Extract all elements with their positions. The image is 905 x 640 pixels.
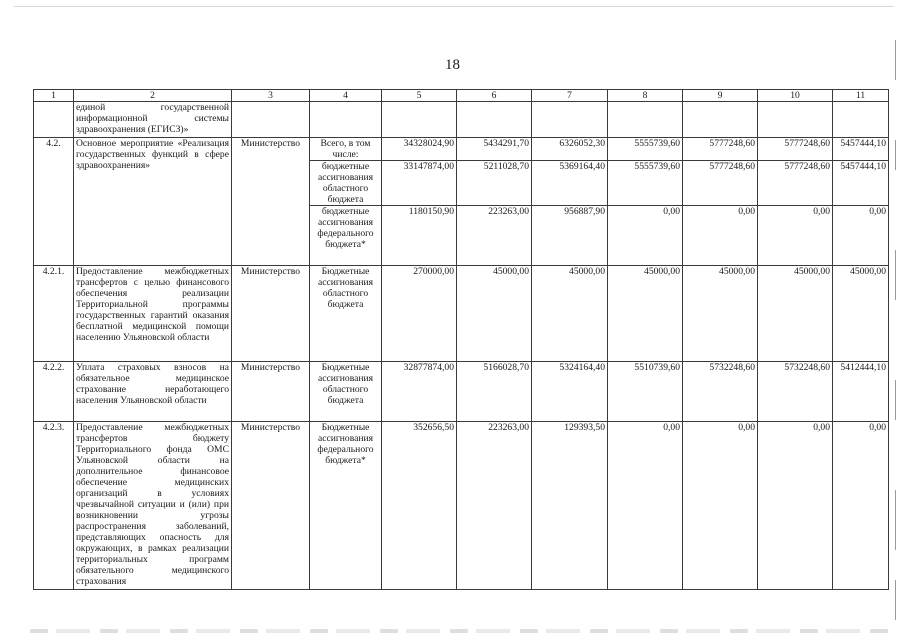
funding-source: Бюджетные ассигнования областного бюджета xyxy=(310,266,382,362)
amount-col-5: 32877874,00 xyxy=(382,362,457,422)
amount-col-7: 956887,90 xyxy=(532,206,608,266)
page-number: 18 xyxy=(445,57,460,73)
table-row xyxy=(34,138,889,161)
amount-col-5: 33147874,00 xyxy=(382,161,457,206)
amount-col-11: 0,00 xyxy=(833,206,889,266)
executor: Министерство xyxy=(232,266,310,362)
measure-name: Основное мероприятие «Реализация государственных функций в сфере здравоохранения» xyxy=(74,138,232,266)
amount-col-8: 5510739,60 xyxy=(608,362,683,422)
amount-col-5: 270000,00 xyxy=(382,266,457,362)
column-number-3: 3 xyxy=(232,90,310,102)
amount-col-11 xyxy=(833,102,889,138)
row-index: 4.2.3. xyxy=(34,422,74,590)
funding-source: бюджетные ассигнования федерального бюджета* xyxy=(310,206,382,266)
amount-col-5 xyxy=(382,102,457,138)
column-number-11: 11 xyxy=(833,90,889,102)
amount-col-6: 5166028,70 xyxy=(457,362,532,422)
amount-col-8: 5555739,60 xyxy=(608,161,683,206)
amount-col-7: 5324164,40 xyxy=(532,362,608,422)
table-row xyxy=(34,102,889,138)
column-number-row xyxy=(34,90,889,102)
amount-col-7 xyxy=(532,102,608,138)
amount-col-9: 45000,00 xyxy=(683,266,758,362)
amount-col-9: 5777248,60 xyxy=(683,161,758,206)
amount-col-5: 34328024,90 xyxy=(382,138,457,161)
scan-edge-line xyxy=(14,6,894,7)
amount-col-10: 0,00 xyxy=(758,422,833,590)
executor xyxy=(232,102,310,138)
amount-col-8: 45000,00 xyxy=(608,266,683,362)
amount-col-7: 45000,00 xyxy=(532,266,608,362)
amount-col-9: 0,00 xyxy=(683,206,758,266)
amount-col-7: 6326052,30 xyxy=(532,138,608,161)
row-index: 4.2. xyxy=(34,138,74,266)
amount-col-5: 352656,50 xyxy=(382,422,457,590)
amount-col-8: 0,00 xyxy=(608,206,683,266)
amount-col-10: 5777248,60 xyxy=(758,161,833,206)
amount-col-6: 223263,00 xyxy=(457,206,532,266)
amount-col-6: 5434291,70 xyxy=(457,138,532,161)
row-index: 4.2.2. xyxy=(34,362,74,422)
measure-name: Предоставление межбюджетных трансфертов с целью финансового обеспечения реализации Территориальной программы государственных гарантий оказания бесплатной медицинской помощи населению Ульяновской области xyxy=(74,266,232,362)
amount-col-7: 129393,50 xyxy=(532,422,608,590)
amount-col-10 xyxy=(758,102,833,138)
column-number-5: 5 xyxy=(382,90,457,102)
amount-col-5: 1180150,90 xyxy=(382,206,457,266)
row-index xyxy=(34,102,74,138)
measure-name: единой государственной информационной системы здравоохранения (ЕГИСЗ)» xyxy=(74,102,232,138)
amount-col-6: 5211028,70 xyxy=(457,161,532,206)
amount-col-9 xyxy=(683,102,758,138)
scan-bottom-artifact xyxy=(30,629,890,633)
column-number-9: 9 xyxy=(683,90,758,102)
column-number-8: 8 xyxy=(608,90,683,102)
executor: Министерство xyxy=(232,422,310,590)
amount-col-10: 5777248,60 xyxy=(758,138,833,161)
executor: Министерство xyxy=(232,362,310,422)
funding-source xyxy=(310,102,382,138)
amount-col-11: 5457444,10 xyxy=(833,161,889,206)
amount-col-11: 45000,00 xyxy=(833,266,889,362)
column-number-7: 7 xyxy=(532,90,608,102)
scan-margin-marks xyxy=(895,20,899,620)
executor: Министерство xyxy=(232,138,310,266)
amount-col-10: 0,00 xyxy=(758,206,833,266)
funding-source: Бюджетные ассигнования федерального бюджета* xyxy=(310,422,382,590)
amount-col-8: 0,00 xyxy=(608,422,683,590)
column-number-6: 6 xyxy=(457,90,532,102)
column-number-10: 10 xyxy=(758,90,833,102)
column-number-4: 4 xyxy=(310,90,382,102)
amount-col-6: 223263,00 xyxy=(457,422,532,590)
amount-col-8: 5555739,60 xyxy=(608,138,683,161)
amount-col-6: 45000,00 xyxy=(457,266,532,362)
amount-col-6 xyxy=(457,102,532,138)
funding-source: Всего, в том числе: xyxy=(310,138,382,161)
column-number-1: 1 xyxy=(34,90,74,102)
measure-name: Уплата страховых взносов на обязательное медицинское страхование неработающего населения Ульяновской области xyxy=(74,362,232,422)
row-index: 4.2.1. xyxy=(34,266,74,362)
amount-col-11: 0,00 xyxy=(833,422,889,590)
amount-col-10: 45000,00 xyxy=(758,266,833,362)
amount-col-7: 5369164,40 xyxy=(532,161,608,206)
funding-source: Бюджетные ассигнования областного бюджета xyxy=(310,362,382,422)
amount-col-9: 5777248,60 xyxy=(683,138,758,161)
table-row xyxy=(34,422,889,590)
amount-col-10: 5732248,60 xyxy=(758,362,833,422)
amount-col-9: 0,00 xyxy=(683,422,758,590)
measure-name: Предоставление межбюджетных трансфертов бюджету Территориального фонда ОМС Ульяновской области на дополнительное финансовое обеспечение медицинских организаций в условиях чрезвычайной ситуации и (или) при возникновении угрозы распространения заболеваний, представляющих опасность для окружающих, в рамках реализации территориальных программ обязательного медицинского страхования xyxy=(74,422,232,590)
table-row xyxy=(34,266,889,362)
amount-col-8 xyxy=(608,102,683,138)
amount-col-9: 5732248,60 xyxy=(683,362,758,422)
funding-source: бюджетные ассигнования областного бюджета xyxy=(310,161,382,206)
amount-col-11: 5457444,10 xyxy=(833,138,889,161)
table-row xyxy=(34,362,889,422)
column-number-2: 2 xyxy=(74,90,232,102)
budget-table xyxy=(33,89,889,590)
amount-col-11: 5412444,10 xyxy=(833,362,889,422)
